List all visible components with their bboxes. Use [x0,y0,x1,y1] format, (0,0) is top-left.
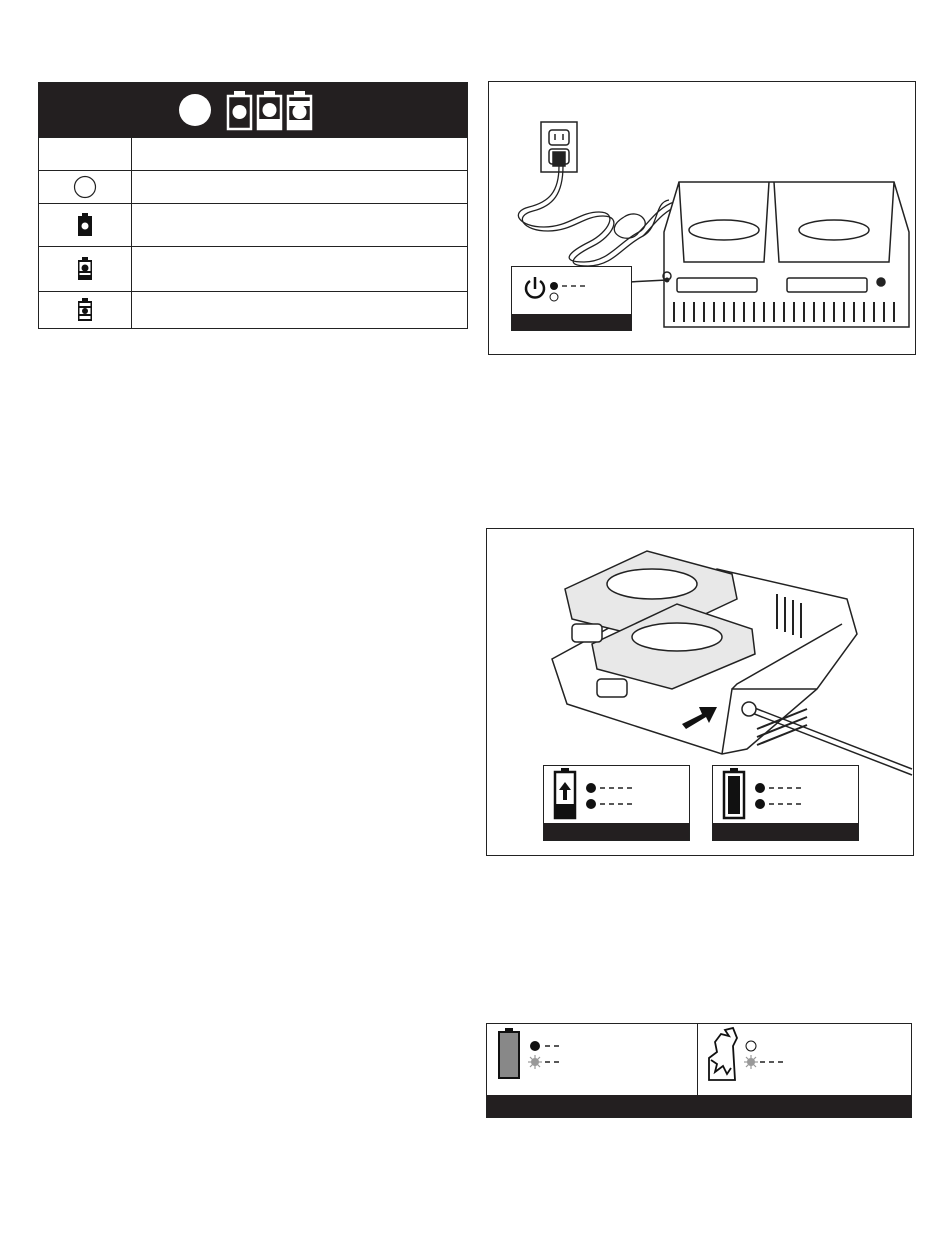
figure-status-panels [486,1023,912,1118]
legend-row-flashing [39,291,467,328]
battery-charging-icon [77,257,93,281]
battery-hot-cold-icon [487,1024,687,1094]
legend-row-solid [39,203,467,246]
battery-solid-icon [77,213,93,237]
battery-low-icon [228,91,251,129]
battery-defective-icon [699,1024,899,1094]
legend-header [39,83,467,137]
battery-mid-icon [258,91,281,129]
figure-charger-plugged-in [488,81,916,355]
charged-indicator-panel [712,765,859,841]
figure-battery-inserted [486,528,914,856]
legend-header-icons [178,87,328,133]
battery-charging-arrow-icon [544,766,664,824]
legend-row-blank [39,137,467,170]
legend-row-off [39,170,467,203]
battery-full-icon [288,91,311,129]
battery-charged-icon [713,766,833,824]
circle-outline-icon [73,175,97,199]
led-legend-table [38,82,468,329]
power-icon [512,267,612,311]
power-indicator-panel [511,266,632,331]
battery-flashing-icon [77,298,93,322]
charging-indicator-panel [543,765,690,841]
legend-row-charging [39,246,467,291]
wall-outlet-icon [541,122,577,172]
status-panel-bar [487,1095,911,1117]
solid-circle-icon [179,94,211,126]
dual-charger-icon [663,182,909,327]
